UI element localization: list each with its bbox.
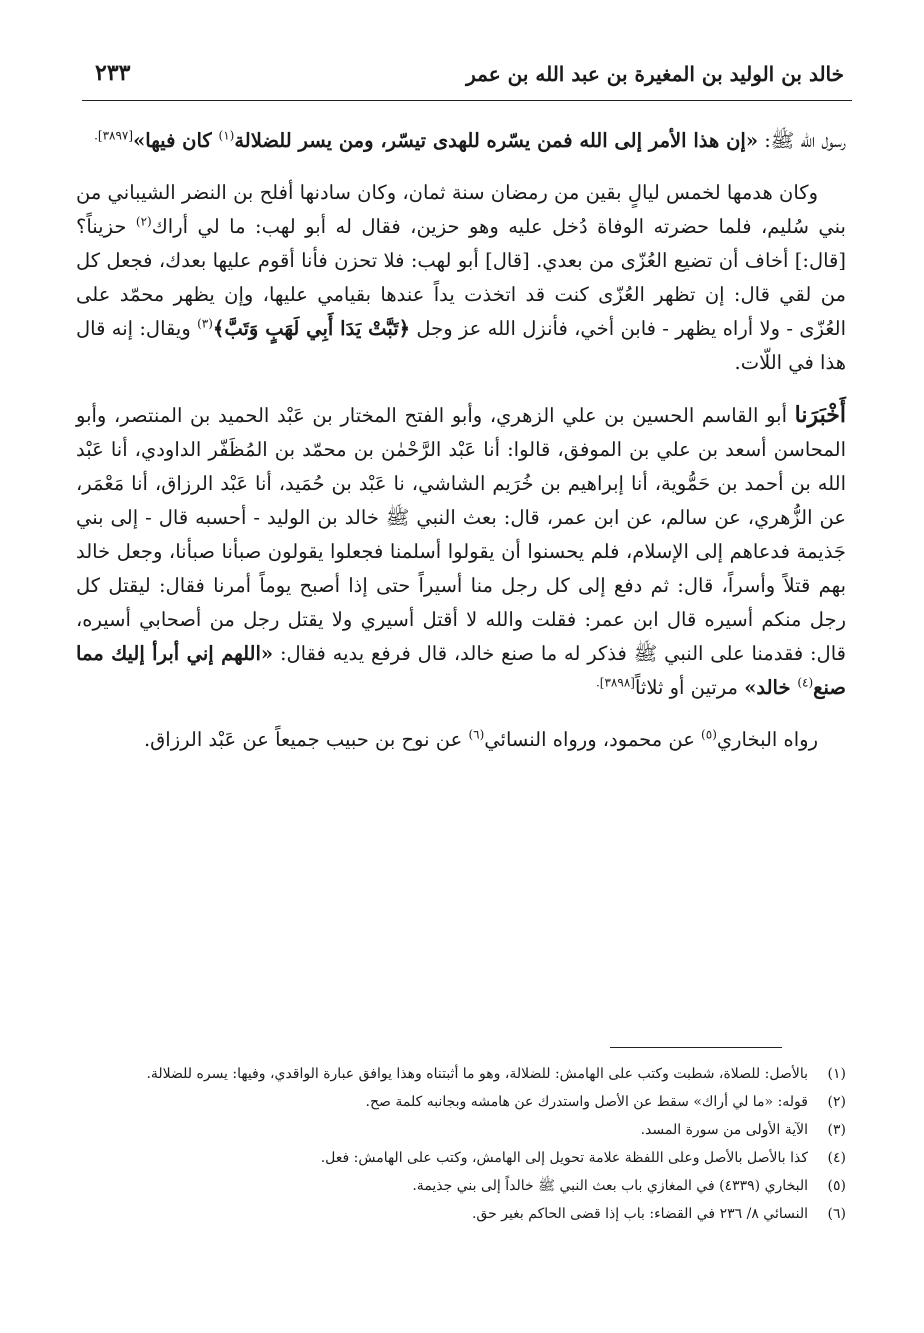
header-rule: [82, 100, 852, 101]
hadith-quote: «اللهم إني أبرأ إليك مما صنع: [76, 642, 846, 699]
footnote-ref: (٢): [135, 214, 152, 229]
hadith-number: [٣٨٩٧].: [94, 128, 134, 143]
footnote-number: (١): [827, 1066, 846, 1082]
footnote-text: بالأصل: للصلاة، شطبت وكتب على الهامش: للضلالة، وهو ما أثبتناه وهذا يوافق عبارة الواقدي، وفيها: يسره للضلالة.: [146, 1066, 808, 1082]
footnote-ref: (٤): [797, 675, 814, 690]
footnote-6: [76, 1200, 846, 1228]
footnote-number: (٣): [827, 1122, 846, 1138]
footnote-ref: (٣): [197, 316, 213, 331]
hadith-quote-end: خالد»: [744, 676, 798, 699]
footnote-number: (٥): [827, 1178, 846, 1194]
text-run: مرتين أو ثلاثاً: [634, 676, 745, 699]
footnote-ref: (٦): [468, 727, 485, 742]
footnotes: [76, 1060, 846, 1228]
page-number: ٢٣٣: [95, 60, 131, 86]
text-run: عن محمود، ورواه النسائي: [484, 728, 702, 751]
text-run: ويقال: إنه قال هذا في اللّات.: [76, 317, 846, 374]
text-run: وكان هدمها لخمس ليالٍ بقين من رمضان سنة ثمان، وكان سادنها أفلح بن النضر الشيباني من بني سُليم، فلما حضرته الوفاة دُخل عليه وهو حزين، فقال له أبو لهب: ما لي أراك: [76, 181, 846, 238]
running-head: خالد بن الوليد بن المغيرة بن عبد الله بن عمر: [466, 62, 844, 86]
hadith-number: [٣٨٩٨].: [595, 675, 635, 690]
text-run: رسول الله ﷺ:: [758, 129, 846, 152]
footnote-number: (٤): [827, 1150, 846, 1166]
hadith-quote-end: كان فيها»: [133, 129, 219, 152]
footnote-3: [76, 1116, 846, 1144]
footnote-number: (٦): [827, 1206, 846, 1222]
footnote-4: [76, 1144, 846, 1172]
footnote-2: [76, 1088, 846, 1116]
paragraph-2: [76, 176, 846, 380]
footnote-text: قوله: «ما لي أراك» سقط عن الأصل واستدرك عن هامشه وبجانبه كلمة صح.: [365, 1094, 808, 1110]
footnote-text: الآية الأولى من سورة المسد.: [640, 1122, 808, 1138]
footnote-ref: (١): [218, 128, 235, 143]
paragraph-4: [76, 723, 846, 757]
footnote-number: (٢): [827, 1094, 846, 1110]
footnote-text: النسائي ٨/ ٢٣٦ في القضاء: باب إذا قضى الحاكم بغير حق.: [471, 1206, 808, 1222]
paragraph-3: [76, 398, 846, 705]
footnote-text: كذا بالأصل بالأصل وعلى اللفظة علامة تحويل إلى الهامش، وكتب على الهامش: فعل.: [320, 1150, 808, 1166]
text-run: رواه البخاري: [716, 728, 818, 751]
footnote-1: [76, 1060, 846, 1088]
footnote-text: البخاري (٤٣٣٩) في المغازي باب بعث النبي ﷺ خالداً إلى بني جذيمة.: [412, 1178, 808, 1194]
text-run: حزيناً؟ [قال:] أخاف أن تضيع العُزّى من بعدي. [قال] أبو لهب: فلا تحزن فأنا أقوم عليها بعدك، فجعل كل من لقي قال: إن تظهر العُزّى كنت قد اتخذت يداً عندها بقيامي عليها، وإن يظهر محمّد على العُزّى - ولا أراه يظهر - فابن أخي، فأنزل الله عز وجل: [76, 215, 847, 340]
text-run: أبو القاسم الحسين بن علي الزهري، وأبو الفتح المختار بن عَبْد الحميد بن المنتصر، وأبو المحاسن أسعد بن علي بن الموفق، قالوا: أنا عَبْد الرَّحْمٰن بن محمّد بن المُظَفّر الداودي، أنا عَبْد الله بن أحمد بن حَمُّوية، أنا إبراهيم بن خُرَيم الشاشي، نا عَبْد بن حُمَيد، أنا عَبْد الرزاق، أنا مَعْمَر، عن الزُّهري، عن سالم، عن ابن عمر، قال: بعث النبي ﷺ خالد بن الوليد - أحسبه قال - إلى بني جَذيمة فدعاهم إلى الإسلام، فلم يحسنوا أن يقولوا أسلمنا فجعلوا يقولون صبأنا صبأنا، وجعل خالد بهم قتلاً وأسراً، قال: ثم دفع إلى كل رجل منا أسيراً حتى إذا أصبح يوماً أمرنا فقال: ليقتل كل رجل منكم أسيره قال ابن عمر: فقلت والله لا أقتل أسيري ولا يقتل رجل من أصحابي أسيره، قال: فقدمنا على النبي ﷺ فذكر له ما صنع خالد، قال فرفع يديه فقال:: [76, 404, 846, 665]
text-run: عن نوح بن حبيب جميعاً عن عَبْد الرزاق.: [143, 728, 469, 751]
footnote-ref: (٥): [701, 727, 717, 742]
akhbarana-heading: أَخْبَرَنا: [794, 402, 846, 428]
footnote-5: [76, 1172, 846, 1200]
paragraph-1: [76, 124, 846, 158]
footnote-rule: [610, 1047, 782, 1048]
main-text: [76, 124, 846, 775]
hadith-quote: «إن هذا الأمر إلى الله فمن يسّره للهدى تيسّر، ومن يسر للضلالة: [234, 129, 759, 152]
page-header: [95, 60, 844, 100]
quran-verse: ﴿تَبَّتْ يَدَا أَبِي لَهَبٍ وَتَبَّ﴾: [212, 317, 411, 340]
